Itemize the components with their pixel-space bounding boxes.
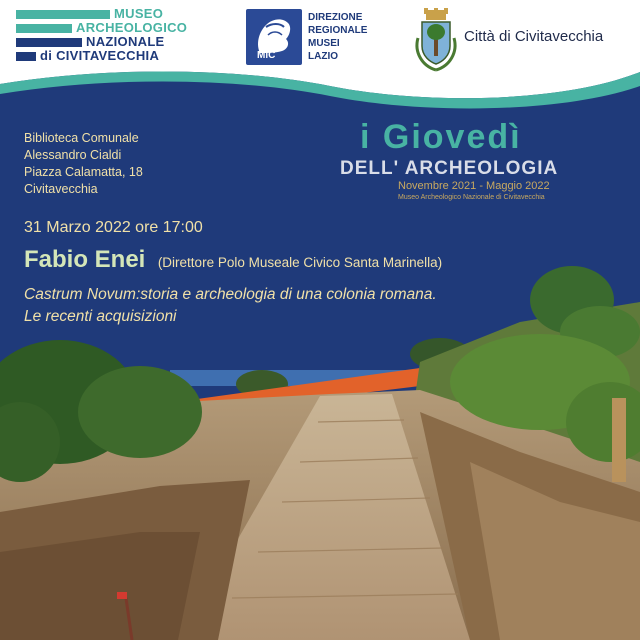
mic-head-logo-icon [246,9,302,65]
event-date: 31 Marzo 2022 ore 17:00 [24,219,203,236]
lazio-line: LAZIO [308,51,338,62]
speaker-name: Fabio Enei [24,246,146,273]
museo-word: MUSEO [114,6,164,21]
direzione-regionale-label [308,11,388,63]
series-subtitle: DELL' ARCHEOLOGIA [340,158,559,179]
venue-line-street: Piazza Calamatta, 18 [24,165,143,179]
venue-address [24,130,224,198]
mic-label: MiC [257,50,276,61]
series-title: i Giovedì [360,118,522,156]
musei-line: MUSEI [308,38,340,49]
citta-di-civitavecchia-label: Città di Civitavecchia [464,28,604,45]
speaker [24,246,442,274]
museo-archeologico-logo [14,6,188,65]
venue-line-name: Alessandro Cialdi [24,148,122,162]
talk-title-line-2: Le recenti acquisizioni [24,308,177,325]
civitavecchia-crest-icon [412,8,460,74]
talk-title [24,284,437,328]
header [0,0,640,118]
venue-line-library: Biblioteca Comunale [24,131,139,145]
archeologico-word: ARCHEOLOGICO [76,20,188,35]
series-dates: Novembre 2021 - Maggio 2022 [398,180,550,192]
regionale-line: REGIONALE [308,25,368,36]
speaker-role: (Direttore Polo Museale Civico Santa Marinella) [157,255,443,270]
nazionale-word: NAZIONALE [86,34,165,49]
direzione-line: DIREZIONE [308,12,363,23]
series-museum: Museo Archeologico Nazionale di Civitavecchia [398,194,545,201]
venue-line-city: Civitavecchia [24,182,98,196]
talk-title-line-1: Castrum Novum:storia e archeologia di una colonia romana. [24,286,437,303]
civitavecchia-word: di CIVITAVECCHIA [40,48,160,63]
